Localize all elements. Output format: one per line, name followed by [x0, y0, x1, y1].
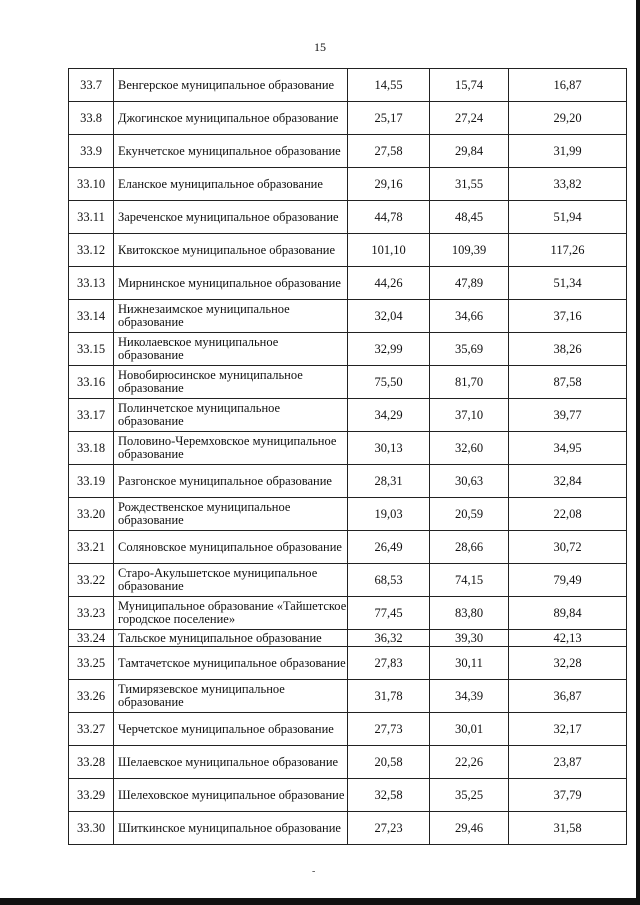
value-col-1: 31,78: [348, 680, 430, 713]
municipality-name: Шелаевское муниципальное образование: [114, 746, 348, 779]
value-col-1: 25,17: [348, 102, 430, 135]
value-col-3: 31,99: [509, 135, 627, 168]
value-col-3: 29,20: [509, 102, 627, 135]
municipality-name: Тальское муниципальное образование: [114, 630, 348, 647]
value-col-1: 32,99: [348, 333, 430, 366]
row-number: 33.20: [69, 498, 114, 531]
value-col-3: 33,82: [509, 168, 627, 201]
value-col-1: 101,10: [348, 234, 430, 267]
value-col-2: 27,24: [430, 102, 509, 135]
value-col-1: 27,23: [348, 812, 430, 845]
table-row: [69, 531, 627, 564]
row-number: 33.16: [69, 366, 114, 399]
value-col-2: 29,84: [430, 135, 509, 168]
row-number: 33.27: [69, 713, 114, 746]
row-number: 33.25: [69, 647, 114, 680]
value-col-3: 117,26: [509, 234, 627, 267]
value-col-2: 47,89: [430, 267, 509, 300]
value-col-1: 14,55: [348, 69, 430, 102]
value-col-2: 28,66: [430, 531, 509, 564]
table-row: [69, 465, 627, 498]
table-row: [69, 498, 627, 531]
table-row: [69, 432, 627, 465]
row-number: 33.12: [69, 234, 114, 267]
row-number: 33.24: [69, 630, 114, 647]
table-row: [69, 69, 627, 102]
municipality-name: Соляновское муниципальное образование: [114, 531, 348, 564]
value-col-2: 81,70: [430, 366, 509, 399]
value-col-1: 28,31: [348, 465, 430, 498]
table-row: [69, 597, 627, 630]
value-col-3: 89,84: [509, 597, 627, 630]
table-row: [69, 267, 627, 300]
value-col-2: 35,69: [430, 333, 509, 366]
table-row: [69, 102, 627, 135]
value-col-2: 20,59: [430, 498, 509, 531]
value-col-3: 79,49: [509, 564, 627, 597]
value-col-3: 30,72: [509, 531, 627, 564]
row-number: 33.7: [69, 69, 114, 102]
value-col-2: 39,30: [430, 630, 509, 647]
row-number: 33.30: [69, 812, 114, 845]
row-number: 33.22: [69, 564, 114, 597]
value-col-3: 87,58: [509, 366, 627, 399]
value-col-3: 32,28: [509, 647, 627, 680]
value-col-2: 83,80: [430, 597, 509, 630]
row-number: 33.29: [69, 779, 114, 812]
footer-mark: -: [312, 866, 316, 877]
value-col-2: 32,60: [430, 432, 509, 465]
row-number: 33.10: [69, 168, 114, 201]
table-row: [69, 812, 627, 845]
table-row: [69, 630, 627, 647]
row-number: 33.14: [69, 300, 114, 333]
municipality-name: Половино-Черемховское муниципальное образование: [114, 432, 348, 465]
value-col-1: 32,04: [348, 300, 430, 333]
value-col-3: 39,77: [509, 399, 627, 432]
value-col-1: 19,03: [348, 498, 430, 531]
row-number: 33.9: [69, 135, 114, 168]
value-col-2: 15,74: [430, 69, 509, 102]
municipality-name: Еланское муниципальное образование: [114, 168, 348, 201]
municipality-name: Джогинское муниципальное образование: [114, 102, 348, 135]
value-col-1: 44,26: [348, 267, 430, 300]
value-col-1: 29,16: [348, 168, 430, 201]
value-col-2: 35,25: [430, 779, 509, 812]
value-col-3: 37,16: [509, 300, 627, 333]
scan-right-edge: [636, 0, 640, 905]
value-col-1: 77,45: [348, 597, 430, 630]
table-row: [69, 135, 627, 168]
municipality-name: Рождественское муниципальное образование: [114, 498, 348, 531]
value-col-3: 37,79: [509, 779, 627, 812]
value-col-3: 16,87: [509, 69, 627, 102]
municipality-name: Нижнезаимское муниципальное образование: [114, 300, 348, 333]
value-col-3: 34,95: [509, 432, 627, 465]
municipality-name: Муниципальное образование «Тайшетское городское поселение»: [114, 597, 348, 630]
municipality-name: Зареченское муниципальное образование: [114, 201, 348, 234]
municipality-name: Екунчетское муниципальное образование: [114, 135, 348, 168]
value-col-2: 22,26: [430, 746, 509, 779]
municipality-name: Тимирязевское муниципальное образование: [114, 680, 348, 713]
value-col-3: 32,84: [509, 465, 627, 498]
municipality-name: Квитокское муниципальное образование: [114, 234, 348, 267]
municipality-name: Разгонское муниципальное образование: [114, 465, 348, 498]
municipality-name: Николаевское муниципальное образование: [114, 333, 348, 366]
value-col-2: 37,10: [430, 399, 509, 432]
scan-bottom-edge: [0, 898, 640, 905]
municipality-name: Шиткинское муниципальное образование: [114, 812, 348, 845]
value-col-3: 31,58: [509, 812, 627, 845]
table-row: [69, 168, 627, 201]
value-col-3: 38,26: [509, 333, 627, 366]
municipality-name: Полинчетское муниципальное образование: [114, 399, 348, 432]
data-table: [68, 68, 627, 845]
value-col-1: 26,49: [348, 531, 430, 564]
value-col-3: 51,94: [509, 201, 627, 234]
municipality-name: Черчетское муниципальное образование: [114, 713, 348, 746]
value-col-1: 30,13: [348, 432, 430, 465]
row-number: 33.21: [69, 531, 114, 564]
table-row: [69, 564, 627, 597]
row-number: 33.19: [69, 465, 114, 498]
table-row: [69, 647, 627, 680]
row-number: 33.28: [69, 746, 114, 779]
row-number: 33.13: [69, 267, 114, 300]
row-number: 33.17: [69, 399, 114, 432]
value-col-1: 27,73: [348, 713, 430, 746]
municipality-name: Венгерское муниципальное образование: [114, 69, 348, 102]
value-col-2: 34,39: [430, 680, 509, 713]
value-col-2: 31,55: [430, 168, 509, 201]
value-col-3: 22,08: [509, 498, 627, 531]
value-col-2: 30,01: [430, 713, 509, 746]
municipality-name: Тамтачетское муниципальное образование: [114, 647, 348, 680]
value-col-3: 23,87: [509, 746, 627, 779]
value-col-3: 36,87: [509, 680, 627, 713]
row-number: 33.26: [69, 680, 114, 713]
value-col-1: 34,29: [348, 399, 430, 432]
table-row: [69, 713, 627, 746]
page-number: 15: [314, 40, 326, 54]
value-col-1: 36,32: [348, 630, 430, 647]
row-number: 33.23: [69, 597, 114, 630]
table-row: [69, 366, 627, 399]
row-number: 33.11: [69, 201, 114, 234]
value-col-2: 34,66: [430, 300, 509, 333]
row-number: 33.15: [69, 333, 114, 366]
value-col-3: 51,34: [509, 267, 627, 300]
value-col-1: 75,50: [348, 366, 430, 399]
value-col-1: 44,78: [348, 201, 430, 234]
table-body: [69, 69, 627, 845]
row-number: 33.18: [69, 432, 114, 465]
table-row: [69, 300, 627, 333]
value-col-3: 32,17: [509, 713, 627, 746]
value-col-1: 32,58: [348, 779, 430, 812]
municipality-name: Шелеховское муниципальное образование: [114, 779, 348, 812]
value-col-2: 48,45: [430, 201, 509, 234]
value-col-2: 109,39: [430, 234, 509, 267]
table-row: [69, 779, 627, 812]
municipality-name: Новобирюсинское муниципальное образование: [114, 366, 348, 399]
value-col-2: 30,63: [430, 465, 509, 498]
value-col-1: 68,53: [348, 564, 430, 597]
row-number: 33.8: [69, 102, 114, 135]
table-row: [69, 201, 627, 234]
table-row: [69, 680, 627, 713]
value-col-1: 27,83: [348, 647, 430, 680]
table-row: [69, 333, 627, 366]
municipality-name: Старо-Акульшетское муниципальное образование: [114, 564, 348, 597]
value-col-2: 74,15: [430, 564, 509, 597]
value-col-1: 20,58: [348, 746, 430, 779]
value-col-2: 30,11: [430, 647, 509, 680]
value-col-1: 27,58: [348, 135, 430, 168]
table-row: [69, 399, 627, 432]
value-col-3: 42,13: [509, 630, 627, 647]
table-row: [69, 746, 627, 779]
municipality-name: Мирнинское муниципальное образование: [114, 267, 348, 300]
value-col-2: 29,46: [430, 812, 509, 845]
table-row: [69, 234, 627, 267]
